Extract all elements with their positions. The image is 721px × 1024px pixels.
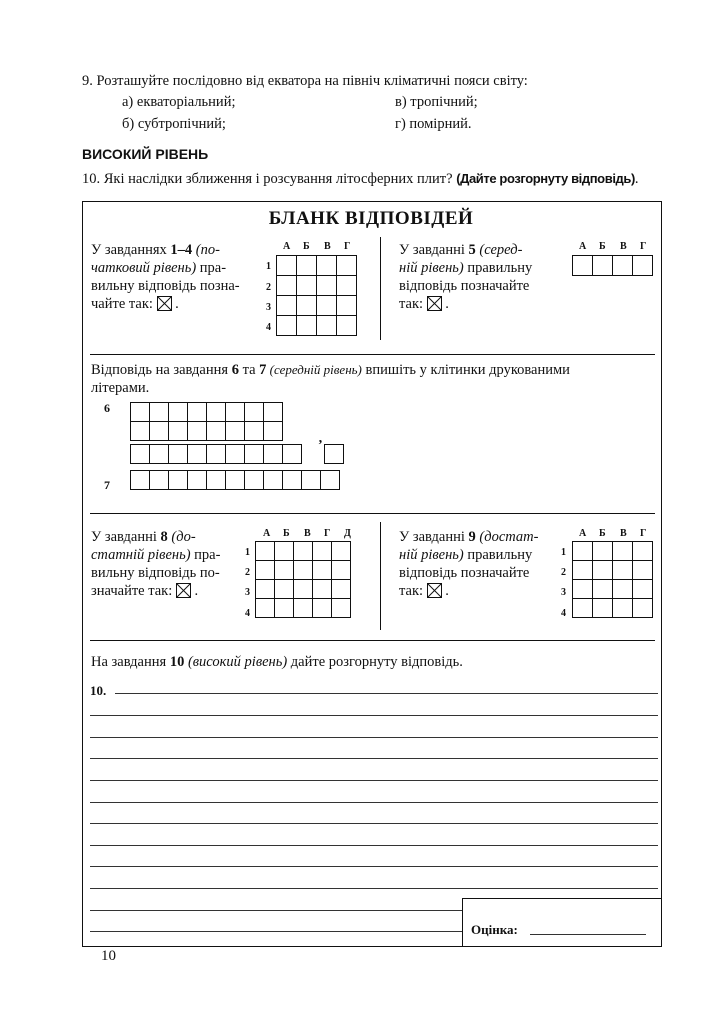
letter-cell[interactable] [150,422,169,441]
row-number: 3 [561,587,566,598]
answer-cell[interactable] [573,561,593,580]
page-number: 10 [101,948,116,964]
block10-instruction: На завдання 10 (високий рівень) дайте розгорнуту відповідь. [91,654,463,670]
answer-cell[interactable] [277,256,297,276]
col-header: Г [640,528,647,539]
block1-line4: чайте так: . [91,296,179,312]
row-number: 1 [266,261,271,272]
checkbox-example-icon [427,583,442,598]
letter-cell[interactable] [245,422,264,441]
block8-line4: значайте так: . [91,583,199,599]
task-6-cells [130,402,283,441]
answer-line[interactable] [90,823,658,824]
answer-cell[interactable] [313,580,332,599]
answer-cell[interactable] [633,256,653,276]
row-number: 1 [245,547,250,558]
letter-cell[interactable] [264,403,283,422]
col-header: А [263,528,271,539]
task-7-cells [130,470,340,490]
answer-cell[interactable] [256,580,275,599]
answer-cell[interactable] [573,256,593,276]
answer-cell[interactable] [256,542,275,561]
row-number: 4 [561,608,566,619]
block5-line4: так: . [399,296,449,312]
answer-cell[interactable] [337,276,357,296]
form-title: БЛАНК ВІДПОВІДЕЙ [268,208,474,229]
answer-line[interactable] [90,888,658,889]
grade-line[interactable] [530,934,646,935]
answer-cell[interactable] [313,599,332,618]
letter-cell[interactable] [226,422,245,441]
checkbox-example-icon [157,296,172,311]
answer-line[interactable] [90,802,658,803]
answer-cell[interactable] [337,296,357,316]
answer-cell[interactable] [593,542,613,561]
row-number: 3 [266,302,271,313]
answer-cell[interactable] [593,599,613,618]
answer-line[interactable] [90,866,658,867]
col-header: Б [303,241,310,252]
answer-line[interactable] [90,715,658,716]
letter-cell[interactable] [226,445,245,464]
q9-option-a: а) екваторіальний; [122,94,236,110]
row-number: 4 [266,322,271,333]
answer-grid-1-4 [276,255,357,336]
col-header: Б [283,528,290,539]
col-header: В [324,241,331,252]
letter-cell[interactable] [188,422,207,441]
block8-line3: вильну відповідь по- [91,565,220,581]
q9-option-v: в) тропічний; [395,94,478,110]
row-number: 3 [245,587,250,598]
col-header: А [283,241,291,252]
answer-line[interactable] [90,758,658,759]
answer-cell[interactable] [613,256,633,276]
answer-cell[interactable] [613,561,633,580]
task-7-label: 7 [104,478,110,492]
column-divider [380,522,381,630]
row-number: 2 [561,567,566,578]
letter-cell[interactable] [169,403,188,422]
answer-cell[interactable] [317,256,337,276]
block9-line4: так: . [399,583,449,599]
answer-cell[interactable] [332,580,351,599]
letter-cell[interactable] [226,471,245,490]
answer-cell[interactable] [332,542,351,561]
letter-cell[interactable] [325,445,344,464]
block8-line2: статній рівень) пра- [91,547,221,563]
answer-cell[interactable] [337,256,357,276]
letter-cell[interactable] [207,422,226,441]
answer-grid-5 [572,255,653,276]
letter-cell[interactable] [169,422,188,441]
letter-cell[interactable] [302,471,321,490]
answer-cell[interactable] [256,561,275,580]
answer-line[interactable] [90,931,462,932]
answer-cell[interactable] [294,580,313,599]
block67-line2: літерами. [91,380,150,396]
apostrophe: ’ [318,438,323,453]
col-header: А [579,241,587,252]
task-6-apostrophe-cell [324,444,344,464]
answer-line[interactable] [115,693,658,694]
answer-cell[interactable] [294,542,313,561]
q10-text: 10. Які наслідки зближення і розсування літосферних плит? [82,171,453,187]
answer-line[interactable] [90,737,658,738]
row-number: 1 [561,547,566,558]
block1-line1: У завданнях 1–4 (по- [91,242,220,258]
answer-line[interactable] [90,845,658,846]
block1-line3: вильну відповідь позна- [91,278,240,294]
col-header: Г [324,528,331,539]
answer-cell[interactable] [297,296,317,316]
letter-cell[interactable] [150,403,169,422]
letter-cell[interactable] [150,471,169,490]
answer-cell[interactable] [633,599,653,618]
column-divider [380,237,381,340]
letter-cell[interactable] [188,403,207,422]
letter-cell[interactable] [207,403,226,422]
col-header: В [304,528,311,539]
answer-cell[interactable] [275,561,294,580]
answer-cell[interactable] [313,561,332,580]
answer-cell[interactable] [613,580,633,599]
section-divider [90,354,655,355]
answer-cell[interactable] [313,542,332,561]
answer-cell[interactable] [317,316,337,336]
answer-cell[interactable] [277,316,297,336]
q9-option-b: б) субтропічний; [122,116,226,132]
block1-line2: чатковий рівень) пра- [91,260,227,276]
answer-line[interactable] [90,780,658,781]
answer-cell[interactable] [317,296,337,316]
letter-cell[interactable] [207,445,226,464]
block9-line3: відповідь позначайте [399,565,530,581]
task-6-cells-row3 [130,444,302,464]
answer-cell[interactable] [633,561,653,580]
answer-cell[interactable] [277,296,297,316]
letter-cell[interactable] [264,445,283,464]
letter-cell[interactable] [283,471,302,490]
task-10-label: 10. [90,683,107,698]
letter-cell[interactable] [169,471,188,490]
q9-option-g: г) помірний. [395,116,472,132]
answer-cell[interactable] [593,580,613,599]
letter-cell[interactable] [264,471,283,490]
letter-cell[interactable] [188,471,207,490]
letter-cell[interactable] [131,471,150,490]
answer-cell[interactable] [332,561,351,580]
answer-cell[interactable] [593,561,613,580]
letter-cell[interactable] [131,422,150,441]
answer-cell[interactable] [573,542,593,561]
answer-cell[interactable] [633,580,653,599]
block5-line2: ній рівень) правильну [399,260,533,276]
col-header: Б [599,241,606,252]
row-number: 4 [245,608,250,619]
letter-cell[interactable] [169,445,188,464]
row-number: 2 [266,282,271,293]
letter-cell[interactable] [131,403,150,422]
level-heading: ВИСОКИЙ РІВЕНЬ [82,146,209,162]
letter-cell[interactable] [207,471,226,490]
answer-cell[interactable] [593,256,613,276]
answer-cell[interactable] [317,276,337,296]
row-number: 2 [245,567,250,578]
answer-grid-8 [255,541,351,618]
col-header: В [620,241,627,252]
section-divider [90,640,655,641]
letter-cell[interactable] [245,445,264,464]
answer-cell[interactable] [332,599,351,618]
col-header: А [579,528,587,539]
block8-line1: У завданні 8 (до- [91,529,196,545]
letter-cell[interactable] [283,445,302,464]
q10-end: . [634,171,639,187]
answer-cell[interactable] [633,542,653,561]
grade-label: Оцінка: [471,922,518,937]
block9-line1: У завданні 9 (достат- [399,529,539,545]
question-9: 9. Розташуйте послідовно від екватора на північ кліматичні пояси світу: [82,73,528,89]
checkbox-example-icon [427,296,442,311]
answer-cell[interactable] [573,599,593,618]
letter-cell[interactable] [321,471,340,490]
answer-cell[interactable] [275,542,294,561]
answer-cell[interactable] [256,599,275,618]
answer-cell[interactable] [294,561,313,580]
answer-cell[interactable] [275,580,294,599]
question-10 [82,170,639,188]
q10-hint: (Дайте розгорнуту відповідь) [456,171,635,186]
col-header: Г [344,241,351,252]
letter-cell[interactable] [150,445,169,464]
col-header: Б [599,528,606,539]
block5-line3: відповідь позначайте [399,278,530,294]
block67-line1: Відповідь на завдання 6 та 7 (середній рівень) впишіть у клітинки друкованими [91,362,570,378]
letter-cell[interactable] [226,403,245,422]
answer-cell[interactable] [573,580,593,599]
col-header: Г [640,241,647,252]
letter-cell[interactable] [188,445,207,464]
answer-cell[interactable] [277,276,297,296]
answer-cell[interactable] [297,316,317,336]
answer-cell[interactable] [613,599,633,618]
block5-line1: У завданні 5 (серед- [399,242,523,258]
block9-line2: ній рівень) правильну [399,547,533,563]
answer-cell[interactable] [337,316,357,336]
answer-cell[interactable] [613,542,633,561]
answer-cell[interactable] [275,599,294,618]
answer-grid-9 [572,541,653,618]
answer-cell[interactable] [294,599,313,618]
task-6-label: 6 [104,401,110,415]
letter-cell[interactable] [245,403,264,422]
letter-cell[interactable] [131,445,150,464]
col-header: В [620,528,627,539]
letter-cell[interactable] [245,471,264,490]
checkbox-example-icon [176,583,191,598]
answer-line[interactable] [90,910,462,911]
section-divider [90,513,655,514]
answer-cell[interactable] [297,256,317,276]
answer-cell[interactable] [297,276,317,296]
col-header: Д [344,528,351,539]
letter-cell[interactable] [264,422,283,441]
